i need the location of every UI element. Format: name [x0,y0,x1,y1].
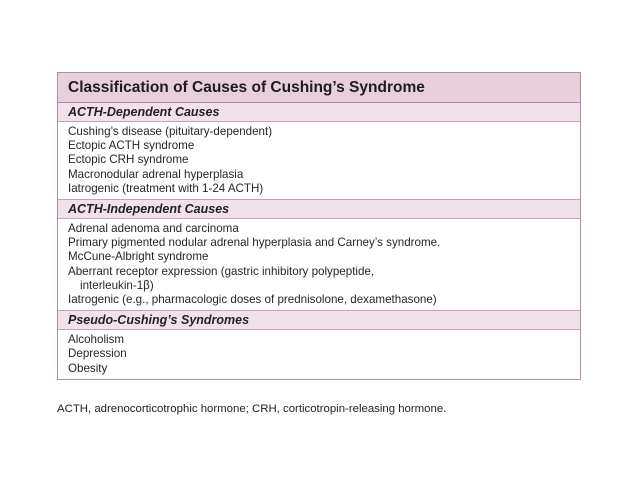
list-item: Cushing’s disease (pituitary-dependent) [68,125,273,138]
list-item: McCune-Albright syndrome [68,250,209,264]
table-footnote: ACTH, adrenocorticotrophic hormone; CRH, corticotropin-releasing hormone. [57,403,447,415]
list-item: Obesity [68,361,108,375]
list-item: Ectopic CRH syndrome [68,153,189,167]
section-body-acth-dependent [58,122,580,200]
list-item: Adrenal adenoma and carcinoma [68,222,239,236]
list-item-continuation: interleukin-1β) [80,278,154,292]
section-body-acth-independent [58,219,580,311]
section-body-pseudo-cushings [58,330,580,380]
list-item: Macronodular adrenal hyperplasia [68,167,244,181]
section-header-pseudo-cushings: Pseudo-Cushing’s Syndromes [58,311,580,330]
list-item: Iatrogenic (treatment with 1-24 ACTH) [68,181,264,195]
list-item: Depression [68,347,127,361]
section-header-acth-independent: ACTH-Independent Causes [58,200,580,219]
section-header-acth-dependent: ACTH-Dependent Causes [58,103,580,122]
table-title: Classification of Causes of Cushing’s Syndrome [58,73,580,103]
list-item: Iatrogenic (e.g., pharmacologic doses of prednisolone, dexamethasone) [68,293,437,307]
list-item: Aberrant receptor expression (gastric inhibitory polypeptide, [68,264,375,278]
list-item: Primary pigmented nodular adrenal hyperplasia and Carney’s syndrome. [68,236,441,250]
list-item: Ectopic ACTH syndrome [68,139,195,153]
list-item: Alcoholism [68,333,125,347]
classification-table [57,72,581,380]
